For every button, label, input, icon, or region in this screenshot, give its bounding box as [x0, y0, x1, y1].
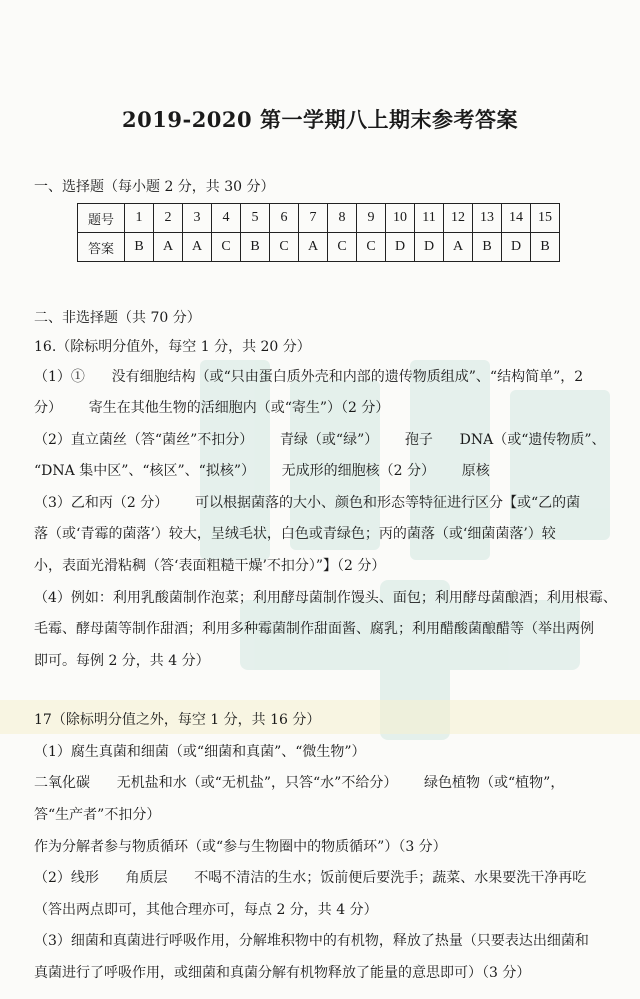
section2-heading: 二、非选择题（共 70 分） — [34, 310, 201, 326]
answer-line: 分） 寄生在其他生物的活细胞内（或“寄生”）（2 分） — [34, 400, 390, 416]
question-number: 6 — [270, 204, 299, 233]
answer-cell: C — [212, 233, 241, 262]
answer-line: 落（或‘青霉的菌落’）较大，呈绒毛状，白色或青绿色；丙的菌落（或‘细菌菌落’）较 — [34, 526, 556, 542]
table-row-answers — [78, 233, 560, 262]
question-number: 10 — [386, 204, 415, 233]
answer-cell: C — [357, 233, 386, 262]
answer-line: （4）例如：利用乳酸菌制作泡菜；利用酵母菌制作馒头、面包；利用酵母菌酿酒；利用根霉、 — [34, 590, 617, 606]
answer-line: 答“生产者”不扣分） — [34, 807, 161, 823]
answer-line: 作为分解者参与物质循环（或“参与生物圈中的物质循环”）（3 分） — [34, 839, 447, 855]
question-number: 14 — [502, 204, 531, 233]
answer-cell: D — [415, 233, 444, 262]
question-number: 13 — [473, 204, 502, 233]
answer-cell: C — [270, 233, 299, 262]
question-number: 12 — [444, 204, 473, 233]
question-number: 3 — [183, 204, 212, 233]
table-header: 题号 — [78, 204, 125, 233]
answer-line: “DNA 集中区”、“核区”、“拟核”） 无成形的细胞核（2 分） 原核 — [34, 463, 490, 479]
section1-heading: 一、选择题（每小题 2 分，共 30 分） — [34, 179, 275, 195]
answer-line: 真菌进行了呼吸作用，或细菌和真菌分解有机物释放了能量的意思即可）（3 分） — [34, 965, 531, 981]
answer-cell: B — [125, 233, 154, 262]
page-title: 2019-2020 第一学期八上期末参考答案 — [122, 107, 518, 132]
answer-cell: A — [299, 233, 328, 262]
answer-line: （答出两点即可，其他合理亦可，每点 2 分，共 4 分） — [34, 902, 378, 918]
table-header: 答案 — [78, 233, 125, 262]
answer-cell: B — [531, 233, 560, 262]
question-number: 1 — [125, 204, 154, 233]
question-number: 5 — [241, 204, 270, 233]
answer-cell: B — [473, 233, 502, 262]
answer-line: 毛霉、酵母菌等制作甜酒；利用多种霉菌制作甜面酱、腐乳；利用醋酸菌酿醋等（举出两例 — [34, 621, 594, 637]
answer-cell: B — [241, 233, 270, 262]
answer-line: （3）乙和丙（2 分） 可以根据菌落的大小、颜色和形态等特征进行区分【或“乙的菌 — [34, 495, 581, 511]
answer-line: （2）线形 角质层 不喝不清洁的生水；饭前便后要洗手；蔬菜、水果要洗干净再吃 — [34, 870, 587, 886]
answer-line: 小，表面光滑粘稠（答‘表面粗糙干燥’不扣分）”】（2 分） — [34, 558, 386, 574]
question-number: 2 — [154, 204, 183, 233]
question-number: 9 — [357, 204, 386, 233]
question-number: 7 — [299, 204, 328, 233]
answer-line: 二氧化碳 无机盐和水（或“无机盐”，只答“水”不给分） 绿色植物（或“植物”， — [34, 775, 565, 791]
q17-heading: 17（除标明分值之外，每空 1 分，共 16 分） — [34, 712, 321, 728]
answer-line: （1）① 没有细胞结构（或“只由蛋白质外壳和内部的遗传物质组成”、“结构简单”，2 — [34, 369, 584, 385]
question-number: 15 — [531, 204, 560, 233]
answer-cell: A — [183, 233, 212, 262]
answer-line: （1）腐生真菌和细菌（或“细菌和真菌”、“微生物”） — [34, 744, 366, 760]
answer-line: （2）直立菌丝（答“菌丝”不扣分） 青绿（或“绿”） 孢子 DNA（或“遗传物质”、 — [34, 432, 606, 448]
answer-cell: D — [502, 233, 531, 262]
table-row-numbers — [78, 204, 560, 233]
answer-table — [77, 203, 560, 262]
question-number: 4 — [212, 204, 241, 233]
answer-cell: C — [328, 233, 357, 262]
answer-cell: D — [386, 233, 415, 262]
answer-line: （3）细菌和真菌进行呼吸作用，分解堆积物中的有机物，释放了热量（只要表达出细菌和 — [34, 933, 589, 949]
q16-heading: 16.（除标明分值外，每空 1 分，共 20 分） — [34, 339, 311, 355]
answer-cell: A — [444, 233, 473, 262]
answer-cell: A — [154, 233, 183, 262]
question-number: 8 — [328, 204, 357, 233]
answer-line: 即可。每例 2 分，共 4 分） — [34, 653, 210, 669]
question-number: 11 — [415, 204, 444, 233]
